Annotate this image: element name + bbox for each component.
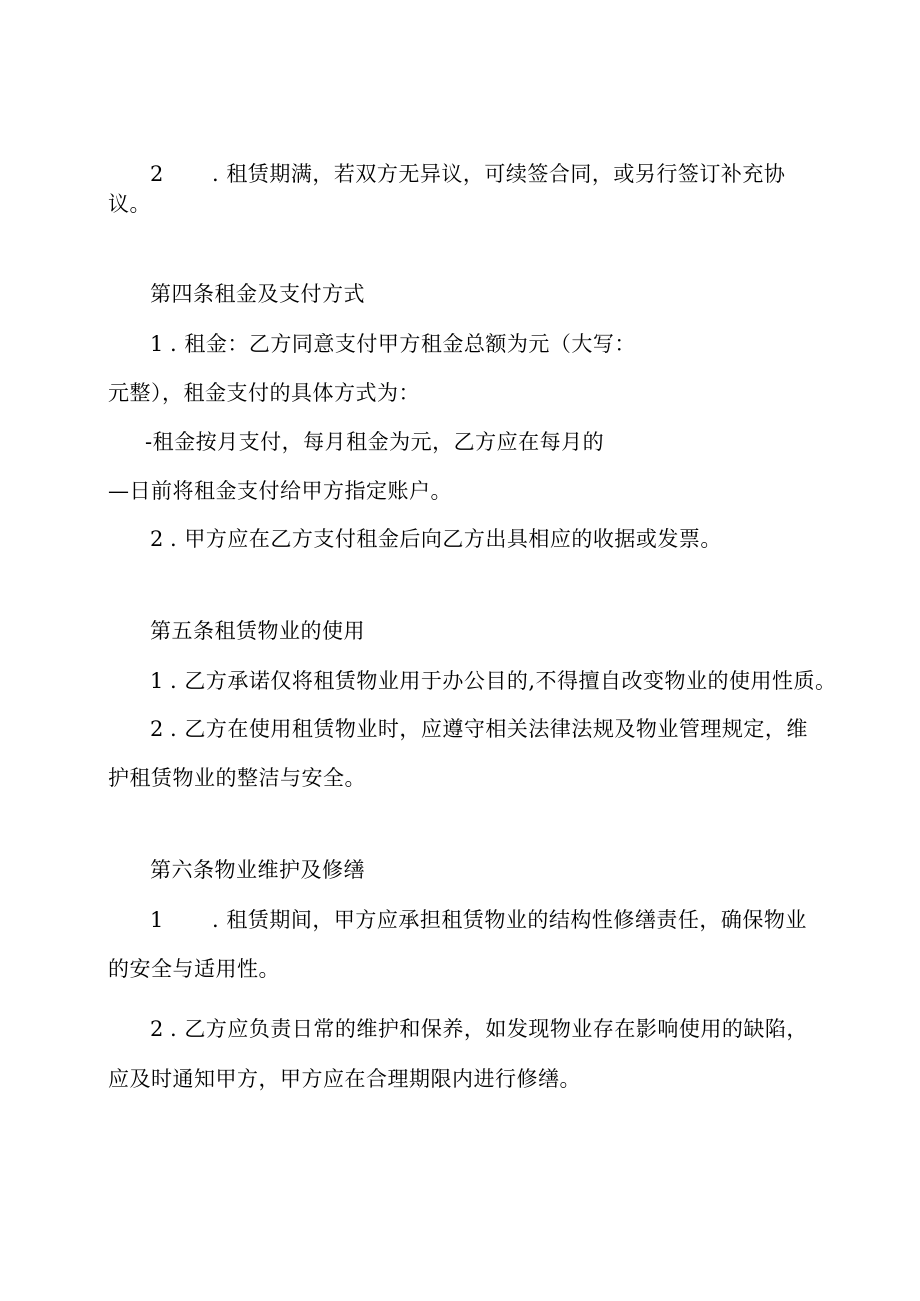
clause-4-1-line-2: 元整），租金支付的具体方式为： <box>108 381 420 405</box>
clause-3-2-line-1 <box>150 160 785 188</box>
clause-number: 2 <box>150 717 164 741</box>
clause-number: 2 <box>150 527 164 551</box>
clause-number: 2 <box>150 162 164 186</box>
clause-4-1-sub-line-2: —日前将租金支付给甲方指定账户。 <box>108 479 452 503</box>
clause-text: . 甲方应在乙方支付租金后向乙方出具相应的收据或发票。 <box>170 527 722 551</box>
clause-6-2-line-2: 应及时通知甲方，甲方应在合理期限内进行修缮。 <box>108 1067 581 1091</box>
clause-number: 2 <box>150 1017 164 1041</box>
clause-4-1-sub-line-1: -租金按月支付，每月租金为元，乙方应在每月的 <box>145 430 605 454</box>
clause-4-2-line-1 <box>150 525 722 553</box>
clause-number: 1 <box>150 332 164 356</box>
clause-6-2-line-1 <box>150 1015 808 1043</box>
clause-number: 1 <box>150 908 164 932</box>
clause-4-1-line-1 <box>150 330 636 358</box>
clause-5-2-line-2: 护租赁物业的整洁与安全。 <box>108 766 366 790</box>
clause-text: . 租赁期间，甲方应承担租赁物业的结构性修缮责任，确保物业 <box>212 908 807 932</box>
clause-6-1-line-1 <box>150 906 807 934</box>
clause-text: . 乙方在使用租赁物业时，应遵守相关法律法规及物业管理规定，维 <box>170 717 808 741</box>
clause-text: . 乙方承诺仅将租赁物业用于办公目的,不得擅自改变物业的使用性质。 <box>170 669 837 693</box>
clause-3-2-line-2: 议。 <box>108 192 151 216</box>
clause-text: . 租赁期满，若双方无异议，可续签合同，或另行签订补充协 <box>212 162 786 186</box>
article-5-heading: 第五条租赁物业的使用 <box>150 619 365 643</box>
clause-number: 1 <box>150 669 164 693</box>
clause-5-1-line-1 <box>150 667 837 695</box>
clause-text: . 租金：乙方同意支付甲方租金总额为元（大写： <box>170 332 636 356</box>
article-4-heading: 第四条租金及支付方式 <box>150 282 365 306</box>
clause-6-1-line-2: 的安全与适用性。 <box>108 957 280 981</box>
article-6-heading: 第六条物业维护及修缮 <box>150 858 365 882</box>
clause-text: . 乙方应负责日常的维护和保养，如发现物业存在影响使用的缺陷， <box>170 1017 808 1041</box>
clause-5-2-line-1 <box>150 715 808 743</box>
